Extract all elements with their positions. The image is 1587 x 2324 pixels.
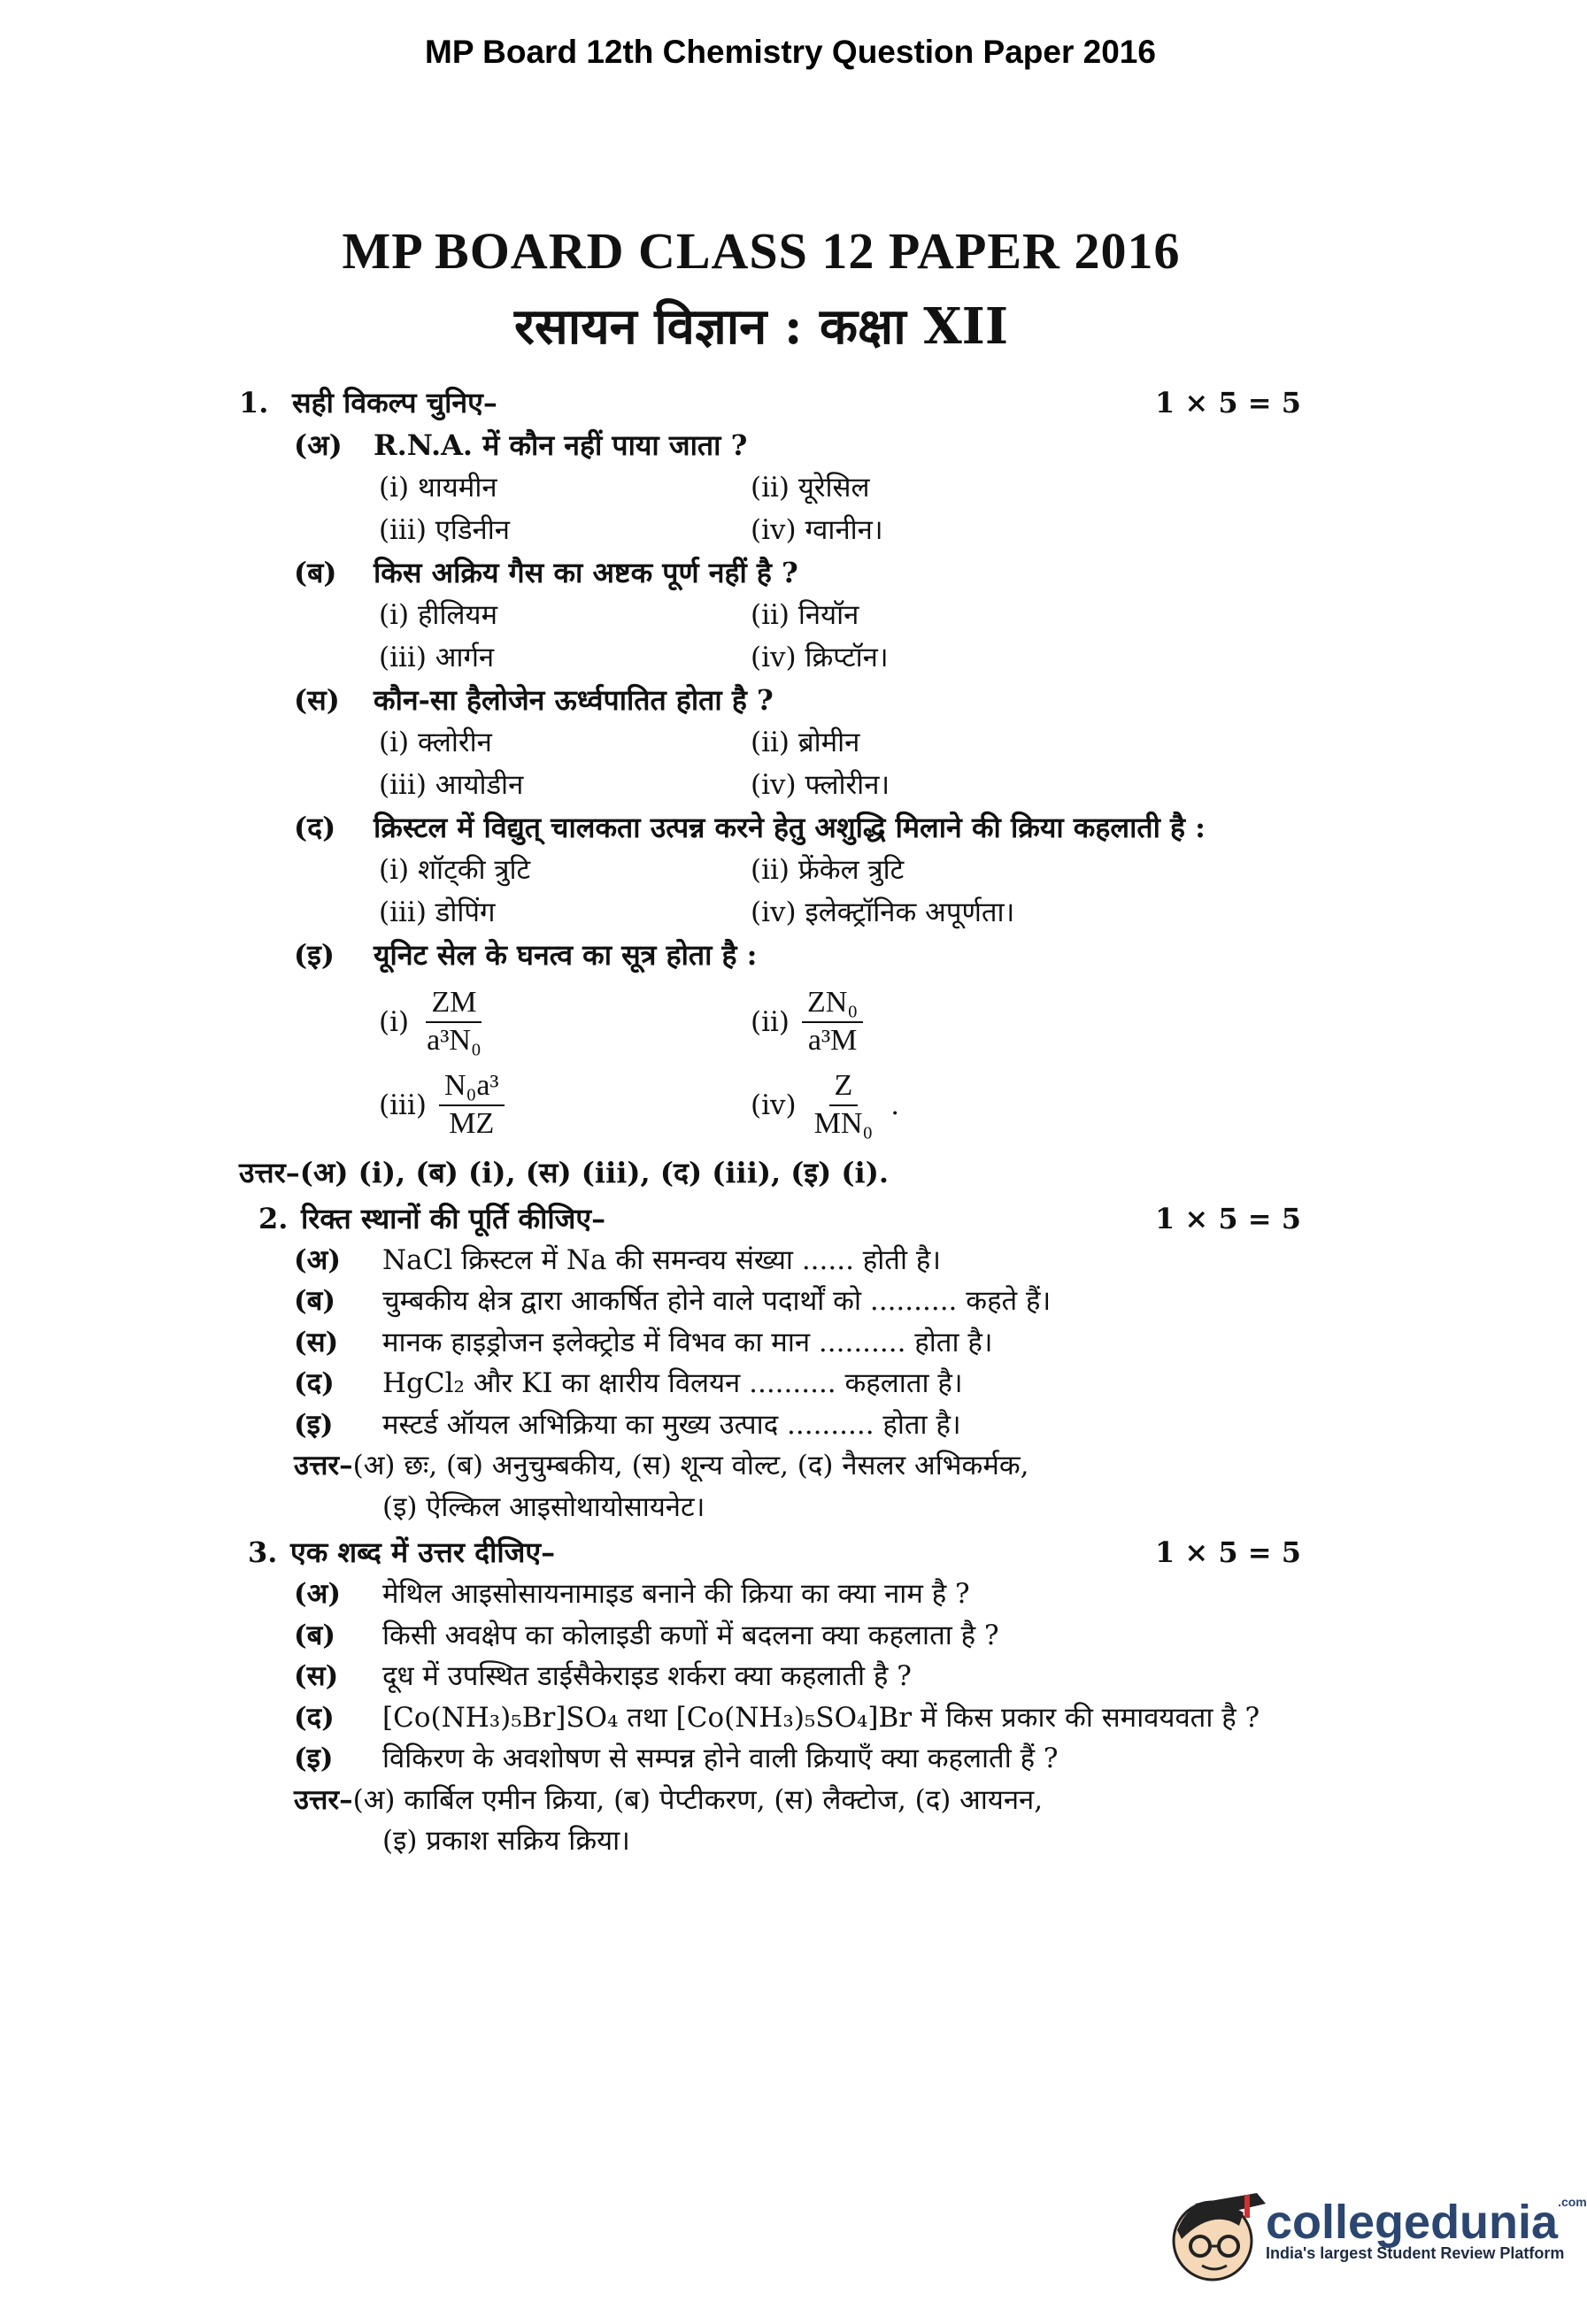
formula-suffix: . xyxy=(890,1089,900,1121)
option: (iv) फ्लोरीन। xyxy=(751,769,890,802)
option: (ii) फ्रेंकेल त्रुटि xyxy=(751,854,905,887)
q3-item xyxy=(294,1615,1301,1657)
option-label: (ii) xyxy=(751,1005,790,1038)
q1-part-d xyxy=(294,806,1301,849)
part-text: R.N.A. में कौन नहीं पाया जाता ? xyxy=(374,428,748,462)
q1-e-options-row2 xyxy=(379,1068,1301,1143)
item-text: विकिरण के अवशोषण से सम्पन्न होने वाली क्रियाएँ क्या कहलाती हैं ? xyxy=(382,1743,1059,1775)
answer-text: (अ) छः, (ब) अनुचुम्बकीय, (स) शून्य वोल्ट, (द) नैसलर अभिकर्मक, xyxy=(352,1450,1029,1482)
q1-d-options xyxy=(379,849,1301,934)
question-title: रिक्त स्थानों की पूर्ति कीजिए– xyxy=(301,1201,606,1235)
option: (ii) नियॉन xyxy=(751,599,859,632)
denominator: MZ xyxy=(449,1106,495,1140)
item-label: (इ) xyxy=(294,1743,334,1775)
part-text: किस अक्रिय गैस का अष्टक पूर्ण नहीं है ? xyxy=(374,556,798,590)
q1-part-a xyxy=(294,424,1301,466)
formula-fraction xyxy=(439,1068,505,1143)
denominator: a³N₀ xyxy=(427,1024,481,1058)
item-label: (ब) xyxy=(294,1619,336,1651)
q3-item xyxy=(294,1574,1301,1615)
item-label: (स) xyxy=(294,1660,339,1693)
q1-b-options xyxy=(379,594,1301,679)
option: (iii) एडिनीन xyxy=(379,514,510,547)
formula-option xyxy=(751,1068,1122,1143)
option: (i) थायमीन xyxy=(379,472,497,504)
part-label: (इ) xyxy=(294,938,335,973)
q2-item xyxy=(294,1281,1301,1322)
question-title: एक शब्द में उत्तर दीजिए– xyxy=(290,1535,556,1570)
answer-text: (इ) प्रकाश सक्रिय क्रिया। xyxy=(382,1825,630,1858)
option: (iv) क्रिप्टॉन। xyxy=(751,642,889,674)
question-1-header xyxy=(239,381,1301,424)
part-text: क्रिस्टल में विद्युत् चालकता उत्पन्न करने हेतु अशुद्धि मिलाने की क्रिया कहलाती है : xyxy=(374,811,1206,845)
option-label: (iii) xyxy=(379,1089,427,1121)
item-text: मस्टर्ड ऑयल अभिक्रिया का मुख्य उत्पाद .......... होता है। xyxy=(382,1408,961,1441)
answer-text: (इ) ऐल्किल आइसोथायोसायनेट। xyxy=(382,1490,705,1523)
logo-tagline: India's largest Student Review Platform xyxy=(1266,2244,1565,2262)
q1-e-options-row1 xyxy=(379,985,1301,1059)
answer-text: (अ) कार्बिल एमीन क्रिया, (ब) पेप्टीकरण, (स) लैक्टोज, (द) आयनन, xyxy=(352,1783,1044,1816)
paper-subtitle: रसायन विज्ञान : कक्षा XII xyxy=(513,297,1009,356)
collegedunia-logo xyxy=(1266,2195,1587,2263)
formula-fraction xyxy=(809,1068,879,1143)
option: (ii) ब्रोमीन xyxy=(751,727,860,759)
part-label: (ब) xyxy=(294,556,337,590)
item-text: मेथिल आइसोसायनामाइड बनाने की क्रिया का क्या नाम है ? xyxy=(382,1578,970,1611)
question-number: 3. xyxy=(248,1535,278,1570)
item-label: (द) xyxy=(294,1367,335,1400)
answer-lead: उत्तर– xyxy=(294,1783,353,1816)
item-label: (स) xyxy=(294,1326,339,1358)
q2-item xyxy=(294,1404,1301,1446)
q1-answer: उत्तर–(अ) (i), (ब) (i), (स) (iii), (द) (iii), (इ) (i). xyxy=(239,1155,889,1189)
q2-item xyxy=(294,1322,1301,1364)
option: (iv) ग्वानीन। xyxy=(751,514,883,547)
q3-item xyxy=(294,1738,1301,1780)
page-banner: MP Board 12th Chemistry Question Paper 2016 xyxy=(425,34,1156,70)
option: (iii) डोपिंग xyxy=(379,897,496,929)
q1-part-e xyxy=(294,934,1301,976)
numerator: Z xyxy=(829,1068,859,1106)
option-label: (i) xyxy=(379,1005,410,1038)
q1-a-options xyxy=(379,466,1301,551)
item-label: (द) xyxy=(294,1701,335,1734)
option: (iv) इलेक्ट्रॉनिक अपूर्णता। xyxy=(751,897,1015,929)
option-label: (iv) xyxy=(751,1089,797,1121)
question-marks: 1 × 5 = 5 xyxy=(1155,1535,1301,1570)
denominator: MN₀ xyxy=(813,1106,874,1140)
question-marks: 1 × 5 = 5 xyxy=(1155,386,1301,419)
q2-answer xyxy=(294,1445,1301,1528)
formula-fraction xyxy=(421,985,487,1059)
item-label: (अ) xyxy=(294,1578,342,1611)
part-text: यूनिट सेल के घनत्व का सूत्र होता है : xyxy=(374,938,758,973)
numerator: ZN₀ xyxy=(802,985,863,1023)
part-text: कौन-सा हैलोजेन ऊर्ध्वपातित होता है ? xyxy=(374,683,774,718)
part-label: (द) xyxy=(294,811,336,845)
question-marks: 1 × 5 = 5 xyxy=(1155,1201,1301,1235)
question-3-header xyxy=(248,1531,1301,1574)
part-label: (अ) xyxy=(294,428,343,462)
option: (i) शॉट्की त्रुटि xyxy=(379,854,531,887)
q2-item xyxy=(294,1363,1301,1404)
option: (ii) यूरेसिल xyxy=(751,472,870,504)
q1-part-b xyxy=(294,551,1301,594)
option: (i) क्लोरीन xyxy=(379,727,492,759)
q3-item xyxy=(294,1697,1301,1739)
q1-part-c xyxy=(294,679,1301,721)
logo-suffix: .com xyxy=(1558,2195,1587,2209)
answer-lead: उत्तर– xyxy=(294,1450,353,1482)
formula-option xyxy=(751,985,1122,1059)
item-text: चुम्बकीय क्षेत्र द्वारा आकर्षित होने वाले पदार्थों को .......... कहते हैं। xyxy=(382,1285,1052,1318)
formula-fraction xyxy=(802,985,863,1059)
question-title: सही विकल्प चुनिए– xyxy=(292,386,497,419)
numerator: ZM xyxy=(426,985,481,1023)
q3-item xyxy=(294,1656,1301,1697)
item-text: मानक हाइड्रोजन इलेक्ट्रोड में विभव का मान .......... होता है। xyxy=(382,1326,993,1358)
item-text: दूध में उपस्थित डाईसैकेराइड शर्करा क्या कहलाती है ? xyxy=(382,1660,912,1693)
option: (iii) आर्गन xyxy=(379,642,495,674)
question-number: 2. xyxy=(258,1201,289,1235)
item-label: (ब) xyxy=(294,1285,336,1318)
q2-item xyxy=(294,1240,1301,1281)
q1-c-options xyxy=(379,721,1301,806)
question-number: 1. xyxy=(239,386,269,419)
option: (iii) आयोडीन xyxy=(379,769,524,802)
paper-title: MP BOARD CLASS 12 PAPER 2016 xyxy=(342,222,1181,280)
q3-answer xyxy=(294,1780,1301,1862)
option: (i) हीलियम xyxy=(379,599,498,632)
formula-option xyxy=(379,1068,751,1143)
logo-name: collegedunia xyxy=(1266,2196,1559,2249)
item-text: HgCl₂ और KI का क्षारीय विलयन .......... कहलाता है। xyxy=(382,1367,963,1400)
numerator: N₀a³ xyxy=(439,1068,505,1106)
question-2-header xyxy=(258,1197,1301,1240)
item-label: (अ) xyxy=(294,1243,342,1276)
question-paper xyxy=(239,212,1301,1862)
item-text: किसी अवक्षेप का कोलाइडी कणों में बदलना क्या कहलाता है ? xyxy=(382,1619,999,1651)
item-text: NaCl क्रिस्टल में Na की समन्वय संख्या ...... होती है। xyxy=(382,1243,942,1276)
formula-option xyxy=(379,985,751,1059)
item-text: [Co(NH₃)₅Br]SO₄ तथा [Co(NH₃)₅SO₄]Br में किस प्रकार की समावयवता है ? xyxy=(382,1701,1260,1734)
item-label: (इ) xyxy=(294,1408,334,1441)
denominator: a³M xyxy=(807,1024,858,1058)
part-label: (स) xyxy=(294,683,340,718)
